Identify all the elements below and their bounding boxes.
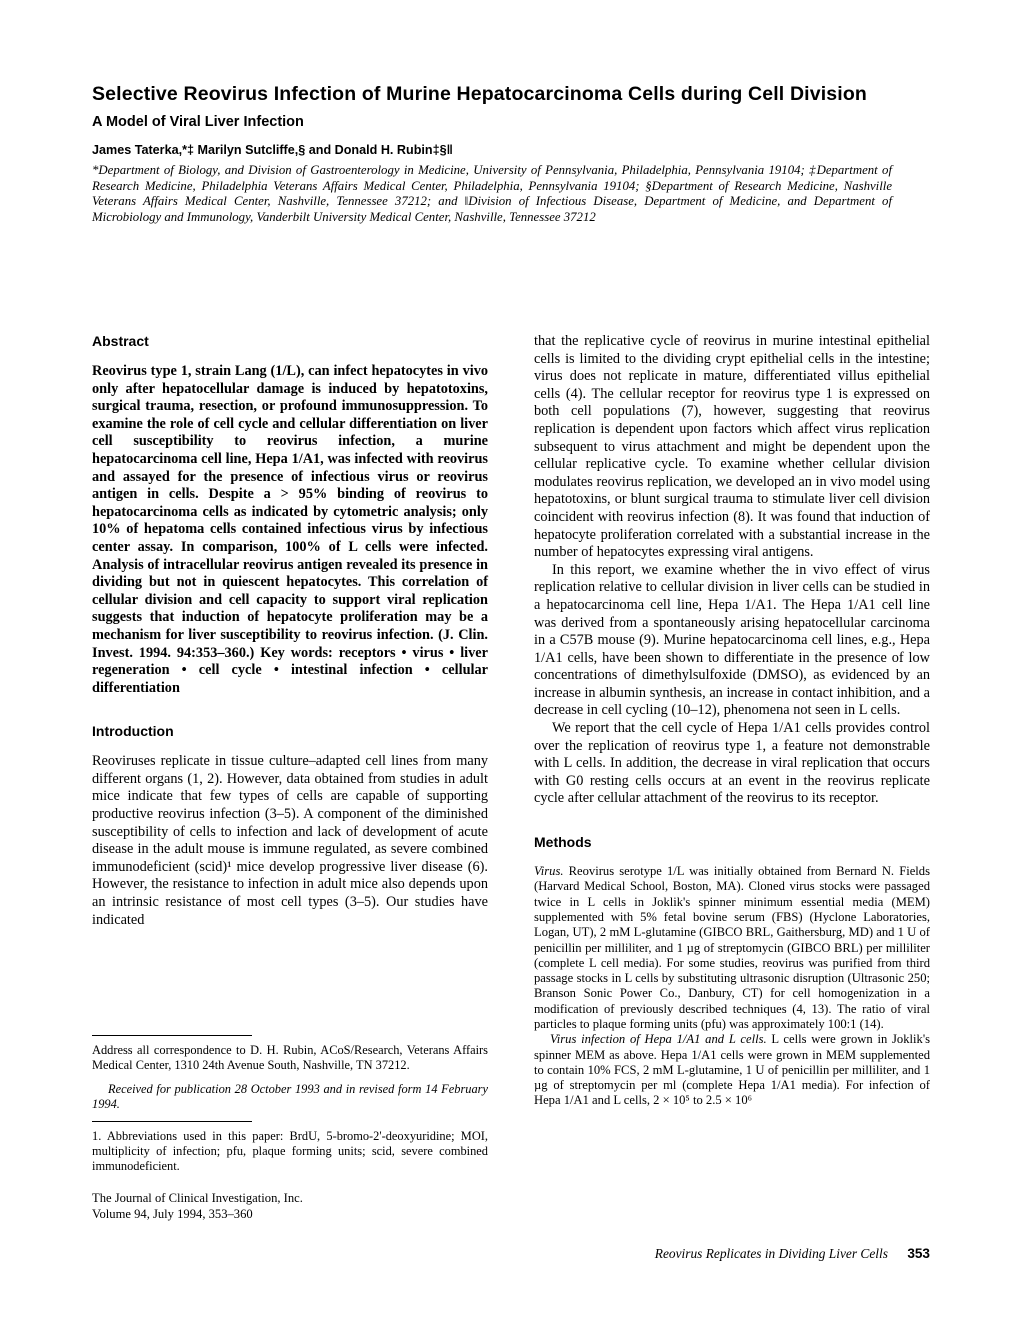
journal-volume: Volume 94, July 1994, 353–360 (92, 1207, 253, 1221)
methods-paragraph-virus (534, 864, 930, 1032)
footnote-received (92, 1082, 488, 1112)
introduction-heading: Introduction (92, 723, 174, 740)
methods-lead-virus: Virus. (534, 864, 564, 879)
page-footer (92, 1246, 930, 1262)
abstract-heading: Abstract (92, 333, 149, 349)
methods-text-infection: L cells were grown in Joklik's spinner MEM as above. Hepa 1/A1 cells were grown in MEM supplemented to contain 10% FCS, 2 mM L-glutamine, 1 U of penicillin per milliliter, and 1 µg of streptomycin per ml (complete Hepa 1/A1 media). For infection of Hepa 1/A1 and L cells, 2 × 10⁵ to 2.5 × 10⁶ (534, 1032, 930, 1108)
footnote-received-text: Received for publication 28 October 1993 and in revised form 14 February 1994. (92, 1082, 488, 1111)
footnote-divider-2 (92, 1121, 252, 1122)
intro-paragraph-2: In this report, we examine whether the in vivo effect of virus replication relative to cellular division in liver cells can be studied in a hepatocarcinoma cell line, Hepa 1/A1. The Hepa 1/A1 cell line was derived from a spontaneously arising hepatocellular carcinoma in a C57B mouse (9). Murine hepatocarcinoma cell lines, e.g., Hepa 1/A1 cells, have been shown to differentiate in the presence of low concentrations of dimethylsulfoxide (DMSO), as evidenced by an increase in albumin synthesis, an increase in contact inhibition, and a decrease in cell cycling (10–12), phenomena not seen in L cells. (534, 561, 930, 719)
footnote-block (92, 1035, 488, 1222)
footnote-divider (92, 1035, 252, 1036)
abstract-text: Reovirus type 1, strain Lang (1/L), can infect hepatocytes in vivo only after hepatocellular damage is induced by hepatotoxins, surgical trauma, resection, or profound immunosuppression. To examine the role of cell cycle and cellular differentiation on liver cell susceptibility to reovirus infection, a murine hepatocarcinoma cell line, Hepa 1/A1, was infected with reovirus and assayed for the presence of infectious virus or reovirus antigen in cells. Despite a > 95% binding of reovirus to hepatocarcinoma cells as indicated by cytometric analysis; only 10% of hepatoma cells contained infectious virus by infectious center assay. In comparison, 100% of L cells were infected. Analysis of intracellular reovirus antigen revealed its presence in dividing but not in quiescent hepatocytes. This correlation of cellular division and cell capacity to support viral replication suggests that induction of hepatocyte proliferation may be a mechanism for liver susceptibility to reovirus infection. (J. Clin. Invest. 1994. 94:353–360.) Key words: receptors • virus • liver regeneration • cell cycle • intestinal infection • cellular differentiation (92, 363, 488, 696)
methods-heading: Methods (534, 834, 592, 851)
methods-lead-infection: Virus infection of Hepa 1/A1 and L cells. (550, 1032, 767, 1047)
methods-paragraph-infection (534, 1032, 930, 1108)
author-list: James Taterka,*‡ Marilyn Sutcliffe,§ and Donald H. Rubin‡§‖ (92, 143, 453, 157)
journal-name: The Journal of Clinical Investigation, Inc. (92, 1191, 303, 1205)
footnote-abbreviations: 1. Abbreviations used in this paper: BrdU, 5-bromo-2'-deoxyuridine; MOI, multiplicity of infection; pfu, plaque forming units; scid, severe combined immunodeficient. (92, 1129, 488, 1173)
page-title: Selective Reovirus Infection of Murine Hepatocarcinoma Cells during Cell Division (92, 83, 867, 105)
page-number: 353 (907, 1246, 930, 1261)
footnote-spacer (92, 1183, 488, 1190)
methods-text-virus: Reovirus serotype 1/L was initially obtained from Bernard N. Fields (Harvard Medical School, Boston, MA). Cloned virus stocks were passaged twice in L cells in Joklik's spinner minimum essential media (MEM) supplemented with 5% fetal bovine serum (FBS) (Hyclone Laboratories, Logan, UT), 2 mM L-glutamine (GIBCO BRL, Gaithersburg, MD) and 1 U of penicillin per milliliter, and 1 µg of streptomycin (GIBCO BRL) per milliliter (complete L cell media). For some studies, reovirus was purified from third passage stocks in L cells by substituting ultrasonic disruption (Ultrasonic 250; Branson Sonic Power Co., Danbury, CT) for cell homogenization in a modification of previously described techniques (4, 13). The ratio of viral particles to plaque forming units (pfu) was approximately 100:1 (14). (534, 864, 930, 1031)
running-title: Reovirus Replicates in Dividing Liver Cells (654, 1246, 888, 1261)
article-subtitle: A Model of Viral Liver Infection (92, 114, 304, 130)
intro-continuation-paragraph: that the replicative cycle of reovirus in murine intestinal epithelial cells is limited to the dividing crypt epithelial cells in the intestine; virus does not replicate in mature, differentiated villus epithelial cells (4). The cellular receptor for reovirus type 1 is expressed on both cell populations (7), however, suggesting that reovirus replication is dependent upon factors which affect virus replication subsequent to virus attachment and might be dependent upon the cellular replicative cycle. To examine whether cellular division modulates reovirus replication, we developed an in vivo model using hepatotoxins, or blunt surgical trauma to stimulate liver cell division coincident with reovirus infection (8). It was found that induction of hepatocyte proliferation correlated with a substantial increase in the number of hepatocytes expressing viral antigens. (534, 333, 930, 561)
intro-paragraph-3: We report that the cell cycle of Hepa 1/A1 cells provides control over the replication of reovirus type 1, a feature not demonstrable with L cells. In addition, the decrease in viral replication that occurs with G0 resting cells occurs at an event in the reovirus replicate cycle after cellular attachment of the reovirus to its receptor. (534, 720, 930, 807)
affiliations: *Department of Biology, and Division of Gastroenterology in Medicine, University of Pennsylvania, Philadelphia, Pennsylvania 19104; ‡Department of Research Medicine, Philadelphia Veterans Affairs Medical Center, Philadelphia, Pennsylvania 19104; §Department of Research Medicine, Nashville Veterans Affairs Medical Center, Nashville, Tennessee 37212; and ‖Division of Infectious Disease, Department of Medicine, and Department of Microbiology and Immunology, Vanderbilt University Medical Center, Nashville, Tennessee 37212 (92, 163, 892, 224)
introduction-paragraph-1: Reoviruses replicate in tissue culture–adapted cell lines from many different organs (1, 2). However, data obtained from studies in adult mice indicate that few types of cells are capable of supporting productive reovirus infection (3–5). A component of the diminished susceptibility of cells to infection and lack of development of acute disease in the adult mouse is immune regulated, as severe combined immunodeficient (scid)¹ mice develop progressive liver disease (6). However, the resistance to infection in adult mice also depends upon an intrinsic resistance of most cell types (3–5). Our studies have indicated (92, 753, 488, 928)
left-column (92, 333, 488, 929)
article-header (92, 82, 930, 225)
right-column (534, 333, 930, 1109)
footnote-correspondence: Address all correspondence to D. H. Rubin, ACoS/Research, Veterans Affairs Medical Center, 1310 24th Avenue South, Nashville, TN 37212. (92, 1043, 488, 1072)
